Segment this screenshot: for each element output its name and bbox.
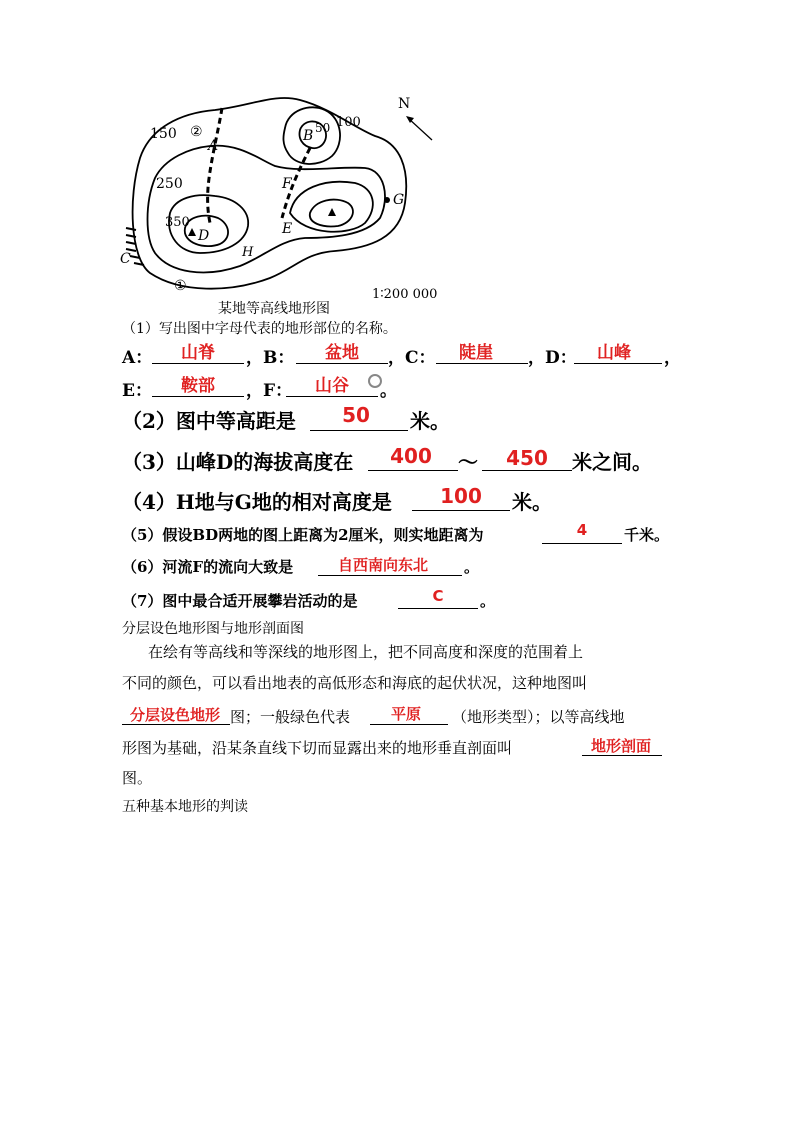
q4-answer: 100	[440, 484, 482, 508]
contour-label-250: 250	[156, 176, 183, 192]
section1-blank-2	[370, 724, 448, 725]
section1-answer-1: 分层设色地形	[129, 706, 220, 724]
q1-b-blank	[296, 363, 388, 364]
peak-right-icon	[328, 208, 336, 216]
q1-e-label: E：	[122, 381, 152, 401]
contour-label-100: 100	[336, 115, 361, 130]
q1-c-answer: 陡崖	[459, 343, 493, 363]
q2-post: 米。	[410, 409, 450, 433]
point-d-label: D	[198, 228, 210, 244]
q3-answer-1: 400	[390, 444, 432, 468]
contour-label-150: 150	[150, 126, 177, 142]
q1-f-label: ，F：	[246, 381, 293, 401]
q3-blank-2	[482, 470, 572, 471]
q2-text: （2）图中等高距是	[122, 409, 296, 433]
contour-label-350: 350	[165, 215, 190, 230]
section1-line2: 不同的颜色，可以看出地表的高低形态和海底的起伏状况，这种地图叫	[122, 674, 588, 692]
q1-comma: ，	[664, 348, 681, 368]
point-e-label: E	[282, 221, 293, 237]
q3-post: 米之间。	[572, 450, 652, 474]
q1-d-blank	[574, 363, 662, 364]
section1-line4a: 形图为基础，沿某条直线下切而显露出来的地形垂直剖面叫	[122, 739, 513, 757]
q1-f-answer: 山谷	[315, 376, 349, 396]
map-scale: 1∶200 000	[372, 287, 438, 302]
q4-text: （4）H地与G地的相对高度是	[122, 490, 392, 514]
q1-a-blank	[152, 363, 244, 364]
q6-post: 。	[464, 558, 480, 576]
point-c-label: C	[120, 251, 131, 267]
q4-blank	[412, 510, 510, 511]
q3-blank-1	[368, 470, 458, 471]
q1-b-label: ，B：	[246, 348, 295, 368]
section1-line3b: （地形类型）；以等高线地	[452, 708, 625, 726]
q5-answer: 4	[576, 521, 588, 539]
q3-answer-2: 450	[506, 446, 548, 470]
q1-e-answer: 鞍部	[181, 376, 215, 396]
section2-title: 五种基本地形的判读	[122, 799, 248, 815]
q2-blank	[310, 430, 408, 431]
q1-c-blank	[436, 363, 528, 364]
contour-hill-outer	[290, 182, 373, 232]
q3-tilde: ～	[458, 450, 478, 474]
section1-line5: 图。	[122, 769, 153, 787]
q5-blank	[542, 543, 622, 544]
q1-a-label: A：	[122, 348, 153, 368]
section1-title: 分层设色地形图与地形剖面图	[122, 621, 304, 637]
q4-post: 米。	[512, 490, 552, 514]
north-label: N	[398, 96, 411, 112]
q1-a-answer: 山脊	[181, 343, 215, 363]
q3-text: （3）山峰D的海拔高度在	[122, 450, 354, 474]
q1-c-label: ，C：	[388, 348, 436, 368]
q7-post: 。	[480, 592, 496, 610]
q1-d-answer: 山峰	[597, 343, 631, 363]
q7-blank	[398, 608, 478, 609]
q1-b-answer: 盆地	[325, 343, 359, 363]
q6-answer: 自西南向东北	[337, 556, 428, 574]
q6-blank	[318, 575, 462, 576]
q1-f-blank	[286, 396, 378, 397]
q6-text: （6）河流F的流向大致是	[122, 558, 294, 576]
contour-label-50: 50	[315, 121, 331, 135]
section1-answer-2: 平原	[390, 705, 421, 723]
q1-d-label: ，D：	[528, 348, 577, 368]
q5-text: （5）假设BD两地的图上距离为2厘米，则实地距离为	[122, 526, 484, 544]
q2-answer: 50	[342, 403, 370, 427]
point-h-label: H	[242, 245, 254, 260]
q1-text: （1）写出图中字母代表的地形部位的名称。	[122, 321, 397, 337]
ridge-line	[208, 108, 222, 223]
section1-line3a: 图；一般绿色代表	[230, 708, 351, 726]
q1-end: 。	[380, 381, 397, 401]
q7-text: （7）图中最合适开展攀岩活动的是	[122, 592, 358, 610]
point-b-label: B	[303, 128, 314, 144]
q1-e-blank	[152, 396, 244, 397]
point-g-label: G	[393, 192, 405, 208]
section1-line1: 在绘有等高线和等深线的地形图上，把不同高度和深度的范围着上	[148, 643, 584, 661]
marker-2: ②	[190, 124, 203, 140]
contour-250	[148, 146, 386, 273]
marker-1: ①	[174, 278, 187, 294]
point-f-label: F	[282, 176, 292, 192]
section1-answer-3: 地形剖面	[590, 737, 651, 755]
point-g-dot	[384, 197, 390, 203]
q7-answer: C	[432, 587, 444, 605]
q5-post: 千米。	[624, 526, 670, 544]
contour-map	[110, 88, 450, 313]
point-a-label: A	[208, 138, 219, 154]
map-caption: 某地等高线地形图	[218, 301, 330, 317]
